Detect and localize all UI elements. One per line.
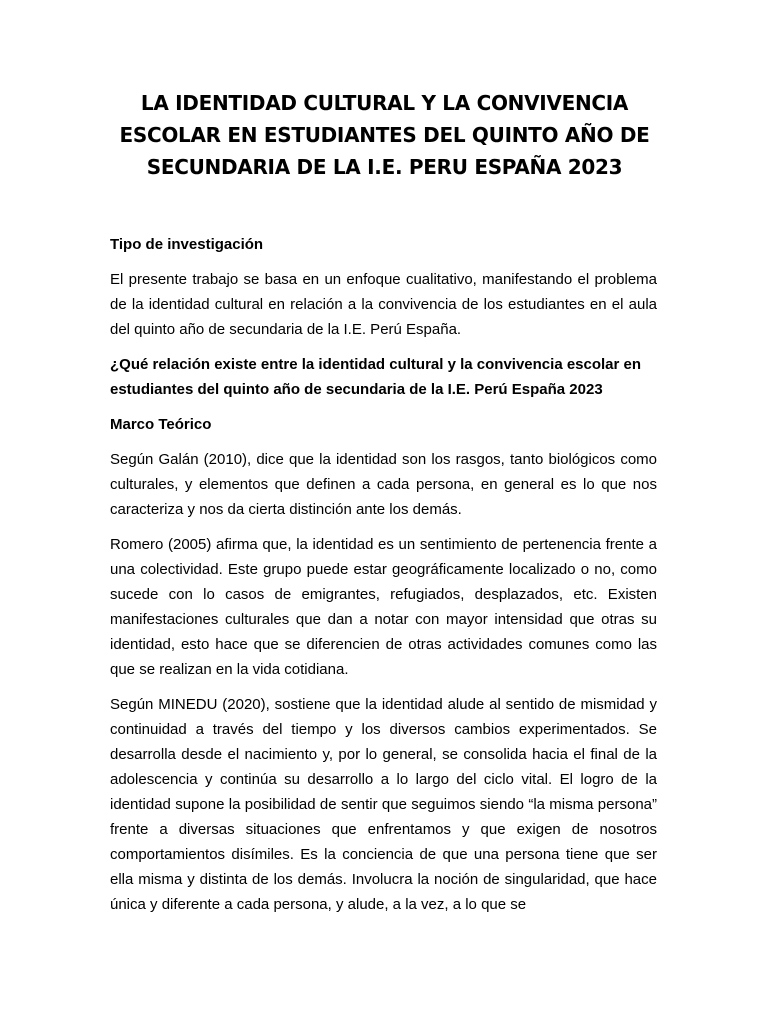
paragraph-galan: Según Galán (2010), dice que la identidad son los rasgos, tanto biológicos como culturales, y elementos que definen a cada persona, en general es lo que nos caracteriza y nos da cierta distinción ante los demás. [110,451,657,518]
document-body [110,232,657,927]
paragraph-minedu: Según MINEDU (2020), sostiene que la identidad alude al sentido de mismidad y continuidad a través del tiempo y los diversos cambios experimentados. Se desarrolla desde el nacimiento y, por lo general, se consolida hacia el final de la adolescencia y continúa su desarrollo a lo largo del ciclo vital. El logro de la identidad supone la posibilidad de sentir que seguimos siendo “la misma persona” frente a diversas situaciones que enfrentamos y que exigen de nosotros comportamientos disímiles. Es la conciencia de que una persona tiene que ser ella misma y distinta de los demás. Involucra la noción de singularidad, que hace única y diferente a cada persona, y alude, a la vez, a lo que se [110,696,657,913]
document-title: LA IDENTIDAD CULTURAL Y LA CONVIVENCIA ESCOLAR EN ESTUDIANTES DEL QUINTO AÑO DE SECUNDARIA DE LA I.E. PERU ESPAÑA 2023 [119,91,650,179]
section-heading-tipo: Tipo de investigación [110,236,264,253]
paragraph-romero: Romero (2005) afirma que, la identidad es un sentimiento de pertenencia frente a una colectividad. Este grupo puede estar geográficamente localizado o no, como sucede con lo casos de emigrantes, refugiados, desplazados, etc. Existen manifestaciones culturales que dan a notar con mayor intensidad que otras su identidad, esto hace que se diferencien de otras actividades comunes como las que se realizan en la vida cotidiana. [110,536,657,678]
section-heading-marco: Marco Teórico [110,416,212,433]
research-question: ¿Qué relación existe entre la identidad cultural y la convivencia escolar en estudiantes del quinto año de secundaria de la I.E. Perú España 2023 [110,356,642,398]
paragraph-tipo: El presente trabajo se basa en un enfoque cualitativo, manifestando el problema de la identidad cultural en relación a la convivencia de los estudiantes en el aula del quinto año de secundaria de la I.E. Perú España. [110,271,657,338]
